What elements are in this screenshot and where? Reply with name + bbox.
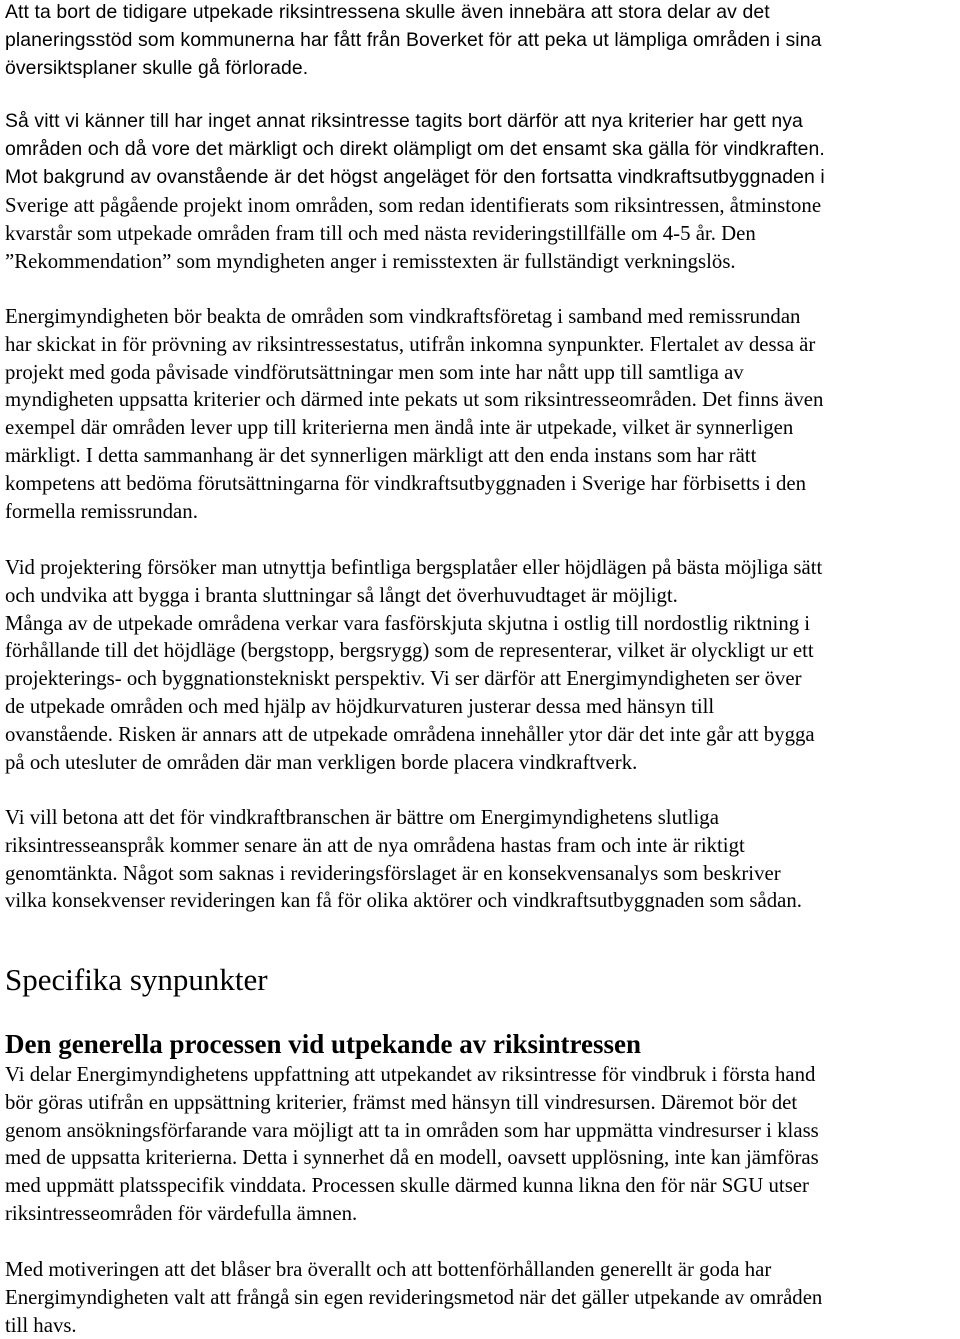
text-line: Energimyndigheten bör beakta de områden som vindkraftsföretag i samband med remissrundan — [5, 305, 801, 328]
text-line: Att ta bort de tidigare utpekade riksintressena skulle även innebära att stora delar av det — [5, 1, 770, 23]
text-line: Med motiveringen att det blåser bra överallt och att bottenförhållanden generellt är goda har — [5, 1258, 772, 1281]
text-line: Energimyndigheten valt att frångå sin egen revideringsmetod när det gäller utpekande av områden — [5, 1285, 823, 1309]
text-line: översiktsplaner skulle gå förlorade. — [5, 56, 309, 79]
text-line: Vi vill betona att det för vindkraftbranschen är bättre om Energimyndighetens slutliga — [5, 806, 719, 829]
text-line: genomtänkta. Något som saknas i revideringsförslaget är en konsekvensanalys som beskriver — [5, 861, 781, 885]
text-line: och undvika att bygga i branta sluttningar så långt det överhuvudtaget är möjligt. — [5, 583, 678, 607]
text-line: med uppmätt platsspecifik vinddata. Processen skulle därmed kunna likna den för när SGU utser — [5, 1174, 809, 1198]
paragraph-intro — [5, 0, 821, 82]
paragraph-generella-processen — [5, 1061, 819, 1228]
text-line: exempel där områden lever upp till kriterierna men ändå inte är utpekade, vilket är synnerligen — [5, 416, 794, 440]
text-line: riksintresseanspråk kommer senare än att de nya områdena hastas fram och inte är riktigt — [5, 833, 745, 857]
text-line: bör göras utifrån en uppsättning kriterier, främst med hänsyn till vindresursen. Däremot bör det — [5, 1090, 798, 1114]
paragraph-betona — [5, 804, 802, 915]
text-line: Så vitt vi känner till har inget annat riksintresse tagits bort därför att nya kriterier har gett nya — [5, 110, 803, 132]
text-line: områden och då vore det märkligt och direkt olämpligt om det ensamt ska gälla för vindkraften. — [5, 137, 825, 160]
text-line: de utpekade områden och med hjälp av höjdkurvaturen justerar dessa med hänsyn till — [5, 694, 715, 718]
text-line: med de uppsatta kriterierna. Detta i synnerhet då en modell, oavsett upplösning, inte kan jämföras — [5, 1146, 819, 1170]
text-line: Många av de utpekade områdena verkar vara fasförskjuta skjutna i ostlig till nordostlig riktning i — [5, 611, 811, 635]
text-line: har skickat in för prövning av riksintressestatus, utifrån inkomna synpunkter. Flertalet av dessa är — [5, 332, 816, 356]
paragraph-havs — [5, 1256, 822, 1339]
subsection-heading: Den generella processen vid utpekande av riksintressen — [5, 1029, 642, 1059]
text-line: ”Rekommendation” som myndigheten anger i remisstexten är fullständigt verkningslös. — [5, 249, 736, 273]
text-line: genom ansökningsförfarande vara möjligt att ta in områden som har uppmätta vindresurser i klass — [5, 1118, 819, 1142]
text-line: formella remissrundan. — [5, 499, 198, 523]
paragraph-riksintresse-sans — [5, 108, 825, 191]
section-heading: Specifika synpunkter — [5, 962, 268, 997]
text-line: myndigheten uppsatta kriterier och därmed inte pekats ut som riksintresseområden. Det finns även — [5, 388, 824, 412]
paragraph-energimyndigheten — [5, 303, 823, 525]
text-line: projekterings- och byggnationstekniskt perspektiv. Vi ser därför att Energimyndigheten ser över — [5, 667, 802, 691]
text-line: Mot bakgrund av ovanstående är det högst angeläget för den fortsatta vindkraftsutbyggnaden i — [5, 165, 825, 188]
text-line: kvarstår som utpekade områden fram till och med nästa revideringstillfälle om 4-5 år. Den — [5, 221, 756, 245]
text-line: Vid projektering försöker man utnyttja befintliga bergsplatåer eller höjdlägen på bästa möjliga sätt — [5, 556, 823, 579]
text-line: projekt med goda påvisade vindförutsättningar men som inte har nått upp till samtliga av — [5, 360, 744, 384]
text-line: riksintresseområden för värdefulla ämnen. — [5, 1201, 358, 1225]
text-line: på och utesluter de områden där man verkligen borde placera vindkraftverk. — [5, 750, 638, 774]
text-line: planeringsstöd som kommunerna har fått från Boverket för att peka ut lämpliga områden i sina — [5, 28, 822, 51]
text-line: ovanstående. Risken är annars att de utpekade områdena innehåller ytor där det inte går att bygga — [5, 722, 815, 746]
text-line: förhållande till det höjdläge (bergstopp, bergsrygg) som de representerar, vilket är olyckligt ur ett — [5, 639, 814, 663]
text-line: märkligt. I detta sammanhang är det synnerligen märkligt att den enda instans som har rätt — [5, 443, 757, 467]
paragraph-projektering — [5, 554, 822, 776]
text-line: vilka konsekvenser revideringen kan få för olika aktörer och vindkraftsutbyggnaden som sådan. — [5, 889, 802, 913]
text-line: till havs. — [5, 1313, 77, 1337]
paragraph-riksintresse-serif — [5, 192, 821, 275]
text-line: Sverige att pågående projekt inom områden, som redan identifierats som riksintressen, åtminstone — [5, 194, 822, 217]
text-line: Vi delar Energimyndighetens uppfattning att utpekandet av riksintresse för vindbruk i första hand — [5, 1063, 816, 1086]
text-line: kompetens att bedöma förutsättningarna för vindkraftsutbyggnaden i Sverige har förbisetts i den — [5, 471, 807, 495]
